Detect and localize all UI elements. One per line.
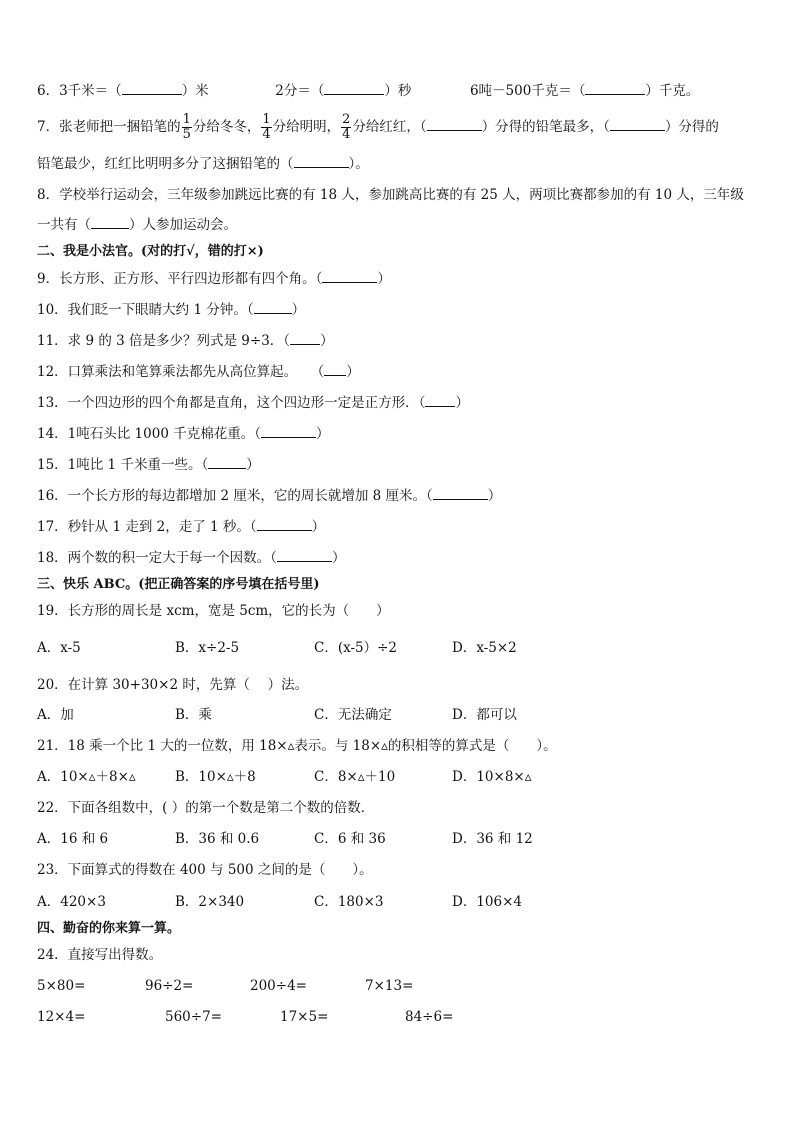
tf-question-11: 11．求 9 的 3 倍是多少？列式是 9÷3．（ ） bbox=[37, 333, 334, 349]
answer-blank[interactable] bbox=[294, 155, 349, 168]
answer-blank[interactable] bbox=[122, 82, 182, 95]
question-8: 8．学校举行运动会，三年级参加跳远比赛的有 18 人，参加跳高比赛的有 25 人，两项比赛都参加的有 10 人，三年级 bbox=[37, 187, 744, 203]
calc-item: 12×4= bbox=[37, 1009, 86, 1025]
answer-blank[interactable] bbox=[208, 456, 246, 469]
answer-blank[interactable] bbox=[257, 518, 312, 531]
fraction-one-fourth: $\frac{1}{4}$ bbox=[262, 112, 271, 142]
tf-question-17: 17．秒针从 1 走到 2，走了 1 秒。（ ） bbox=[37, 519, 326, 535]
question-8-line-2: 一共有（ ）人参加运动会。 bbox=[37, 217, 237, 233]
tf-question-16: 16．一个长方形的每边都增加 2 厘米，它的周长就增加 8 厘米。（ ） bbox=[37, 488, 502, 504]
answer-blank[interactable] bbox=[610, 118, 665, 131]
option-a[interactable]: A．加 bbox=[37, 707, 74, 723]
option-d[interactable]: D．10×8×▵ bbox=[452, 769, 532, 785]
question-24: 24．直接写出得数。 bbox=[37, 947, 163, 963]
calc-item: 17×5= bbox=[280, 1009, 329, 1025]
fraction-two-fourths: $\frac{2}{4}$ bbox=[342, 112, 351, 142]
section-heading-calculation: 四、勤奋的你来算一算。 bbox=[37, 921, 181, 936]
option-d[interactable]: D．x-5×2 bbox=[452, 640, 517, 656]
option-a[interactable]: A．x-5 bbox=[37, 640, 81, 656]
tf-question-9: 9．长方形、正方形、平行四边形都有四个角。（ ） bbox=[37, 271, 391, 287]
option-c[interactable]: C．(x-5）÷2 bbox=[314, 640, 398, 656]
tf-question-18: 18．两个数的积一定大于每一个因数。（ ） bbox=[37, 550, 346, 566]
option-b[interactable]: B．2×340 bbox=[175, 894, 245, 910]
section-heading-multiple-choice: 三、快乐 ABC。(把正确答案的序号填在括号里) bbox=[37, 577, 320, 592]
answer-blank[interactable] bbox=[585, 82, 645, 95]
mc-question-22: 22．下面各组数中，( ）的第一个数是第二个数的倍数． bbox=[37, 800, 375, 816]
option-a[interactable]: A．10×▵＋8×▵ bbox=[37, 769, 136, 785]
option-c[interactable]: C．无法确定 bbox=[314, 707, 392, 723]
option-d[interactable]: D．36 和 12 bbox=[452, 831, 533, 847]
answer-blank[interactable] bbox=[324, 82, 384, 95]
answer-blank[interactable] bbox=[324, 363, 346, 376]
calc-item: 7×13= bbox=[365, 978, 414, 994]
option-a[interactable]: A．420×3 bbox=[37, 894, 106, 910]
option-b[interactable]: B．x÷2-5 bbox=[175, 640, 240, 656]
option-c[interactable]: C．180×3 bbox=[314, 894, 384, 910]
option-c[interactable]: C．8×▵＋10 bbox=[314, 769, 396, 785]
answer-blank[interactable] bbox=[254, 301, 292, 314]
tf-question-14: 14．1吨石头比 1000 千克棉花重。（ ） bbox=[37, 426, 330, 442]
section-heading-true-false: 二、我是小法官。(对的打√，错的打×) bbox=[37, 244, 264, 259]
calc-item: 96÷2= bbox=[145, 978, 194, 994]
mc-question-20: 20．在计算 30+30×2 时，先算（ ）法。 bbox=[37, 677, 309, 693]
option-c[interactable]: C．6 和 36 bbox=[314, 831, 386, 847]
q6-part-a: 6．3千米＝（ bbox=[37, 83, 122, 99]
answer-blank[interactable] bbox=[427, 118, 482, 131]
calc-item: 560÷7= bbox=[165, 1009, 222, 1025]
option-a[interactable]: A．16 和 6 bbox=[37, 831, 109, 847]
question-6: 6．3千米＝（ ）米 2分＝（ ）秒 6吨－500千克＝（ ）千克。 bbox=[37, 83, 700, 99]
option-b[interactable]: B．10×▵＋8 bbox=[175, 769, 256, 785]
mc-question-21: 21．18 乘一个比 1 大的一位数，用 18×▵表示。与 18×▵的积相等的算式是（ ）。 bbox=[37, 738, 557, 754]
tf-question-15: 15．1吨比 1 千米重一些。（ ） bbox=[37, 457, 260, 473]
option-d[interactable]: D．106×4 bbox=[452, 894, 522, 910]
option-b[interactable]: B．乘 bbox=[175, 707, 212, 723]
calc-item: 84÷6= bbox=[405, 1009, 454, 1025]
question-7: 7．张老师把一捆铅笔的 $\frac{1}{5}$ 分给冬冬， $\frac{1}{4}$ 分给明明， $\frac{2}{4}$ 分给红红，（ ）分得的铅笔最多，（ ）分得的 bbox=[37, 112, 719, 142]
question-7-line-2: 铅笔最少，红红比明明多分了这捆铅笔的（ ）。 bbox=[37, 156, 369, 172]
tf-question-13: 13．一个四边形的四个角都是直角，这个四边形一定是正方形．（ ） bbox=[37, 395, 469, 411]
answer-blank[interactable] bbox=[433, 487, 488, 500]
tf-question-12: 12．口算乘法和笔算乘法都先从高位算起。 （ ） bbox=[37, 364, 360, 380]
calc-item: 200÷4= bbox=[250, 978, 307, 994]
option-d[interactable]: D．都可以 bbox=[452, 707, 517, 723]
tf-question-10: 10．我们眨一下眼睛大约 1 分钟。（ ） bbox=[37, 302, 306, 318]
calc-item: 5×80= bbox=[37, 978, 86, 994]
mc-question-23: 23．下面算式的得数在 400 与 500 之间的是（ ）。 bbox=[37, 862, 373, 878]
q6-part-c: 6吨－500千克＝（ bbox=[469, 83, 586, 99]
fraction-one-fifth: $\frac{1}{5}$ bbox=[182, 112, 191, 142]
answer-blank[interactable] bbox=[425, 394, 455, 407]
mc-question-19: 19．长方形的周长是 xcm，宽是 5cm，它的长为（ ） bbox=[37, 603, 390, 619]
answer-blank[interactable] bbox=[277, 549, 332, 562]
answer-blank[interactable] bbox=[261, 425, 316, 438]
answer-blank[interactable] bbox=[290, 332, 320, 345]
option-b[interactable]: B．36 和 0.6 bbox=[175, 831, 260, 847]
answer-blank[interactable] bbox=[322, 270, 377, 283]
q6-part-b: 2分＝（ bbox=[275, 83, 325, 99]
answer-blank[interactable] bbox=[91, 216, 129, 229]
